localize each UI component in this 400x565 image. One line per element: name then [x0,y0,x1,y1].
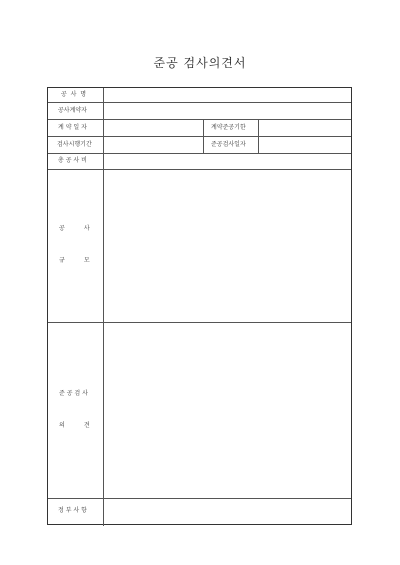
contract-date-field[interactable] [104,120,203,136]
completion-date-field[interactable] [259,137,352,153]
inspection-period-field[interactable] [104,137,203,153]
label-project-name: 공 사 명 [61,91,87,98]
project-name-field[interactable] [104,88,352,102]
label-remarks: 정 부 사 항 [58,507,87,514]
label-contract-completion-deadline: 계약준공기한 [211,124,246,131]
label-opinion-line1: 준 공 검 사 [59,390,88,397]
inspection-form-table [47,87,352,525]
label-opinion-line2: 의 견 [59,422,90,429]
label-inspection-period: 검사시행기간 [57,141,92,148]
contractor-field[interactable] [104,103,352,119]
label-contractor: 공사계약자 [58,107,87,114]
label-total-cost: 총 공 사 비 [58,157,87,164]
inspection-opinion-field[interactable] [104,323,352,498]
mid-column-divider [203,119,204,153]
remarks-field[interactable] [104,499,352,525]
label-scale-line1: 공 사 [59,225,90,232]
document-title: 준공 검사의견서 [153,56,247,70]
contract-completion-deadline-field[interactable] [259,120,352,136]
label-contract-date: 계 약 일 자 [58,124,87,131]
label-scale-line2: 규 모 [59,257,90,264]
total-cost-field[interactable] [104,154,352,169]
construction-scale-field[interactable] [104,170,352,322]
label-completion-date: 준공검사일자 [211,141,246,148]
